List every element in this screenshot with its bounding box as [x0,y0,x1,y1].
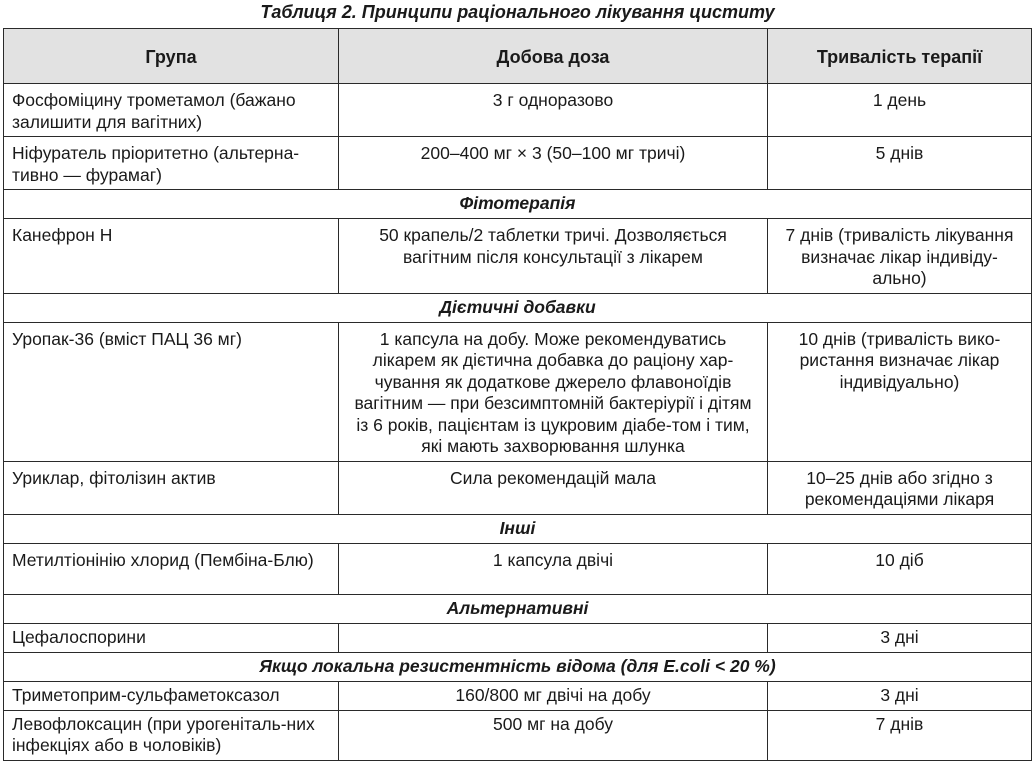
cell-duration: 5 днів [768,137,1032,190]
section-title: Дієтичні добавки [4,293,1032,322]
section-title: Альтернативні [4,594,1032,623]
table-caption: Таблиця 2. Принципи раціонального лікування циститу [260,2,775,22]
section-title: Якщо локальна резистентність відома (для E.coli < 20 %) [4,652,1032,681]
section-row [4,514,1032,543]
table-row [4,681,1032,710]
cell-dose: 50 крапель/2 таблетки тричі. Дозволяється вагітним після консультації з лікарем [339,219,768,294]
cell-group: Ніфуратель пріоритетно (альтерна-тивно — фурамаг) [4,137,339,190]
cell-duration: 10–25 днів або згідно з рекомендаціями лікаря [768,461,1032,514]
cell-group: Уропак-36 (вміст ПАЦ 36 мг) [4,322,339,461]
cell-duration: 3 дні [768,681,1032,710]
table-row [4,543,1032,594]
cell-duration: 7 днів [768,710,1032,760]
table-row [4,322,1032,461]
table-row [4,623,1032,652]
cell-duration: 10 діб [768,543,1032,594]
cell-group: Метилтіонінію хлорид (Пембіна-Блю) [4,543,339,594]
cell-group: Левофлоксацин (при урогеніталь-них інфекціях або в чоловіків) [4,710,339,760]
cell-dose: 3 г одноразово [339,84,768,137]
cell-dose: 1 капсула на добу. Може рекомендуватись лікарем як дієтична добавка до раціону хар-чування як додаткове джерело флавоноїдів вагітним — при безсимптомній бактеріурії і дітям із 6 років, пацієнтам із цукровим діабе-том і тим, які мають захворювання шлунка [339,322,768,461]
header-duration: Тривалість терапії [768,29,1032,84]
cell-duration: 3 дні [768,623,1032,652]
cell-dose: Сила рекомендацій мала [339,461,768,514]
table-row [4,710,1032,760]
cell-dose: 200–400 мг × 3 (50–100 мг тричі) [339,137,768,190]
section-title: Інші [4,514,1032,543]
table-row [4,137,1032,190]
cell-dose: 500 мг на добу [339,710,768,760]
cell-dose: 1 капсула двічі [339,543,768,594]
section-row [4,190,1032,219]
cell-duration: 7 днів (тривалість лікування визначає лікар індивіду-ально) [768,219,1032,294]
header-group: Група [4,29,339,84]
cell-group: Триметоприм-сульфаметоксазол [4,681,339,710]
table-header-row [4,29,1032,84]
cell-duration: 1 день [768,84,1032,137]
section-row [4,652,1032,681]
treatment-table [3,28,1032,761]
cell-dose [339,623,768,652]
cell-duration: 10 днів (тривалість вико-ристання визначає лікар індивідуально) [768,322,1032,461]
cell-group: Цефалоспорини [4,623,339,652]
header-dose: Добова доза [339,29,768,84]
cell-group: Фосфоміцину трометамол (бажано залишити для вагітних) [4,84,339,137]
table-row [4,461,1032,514]
table-row [4,219,1032,294]
cell-dose: 160/800 мг двічі на добу [339,681,768,710]
cell-group: Уриклар, фітолізин актив [4,461,339,514]
section-title: Фітотерапія [4,190,1032,219]
section-row [4,293,1032,322]
cell-group: Канефрон Н [4,219,339,294]
section-row [4,594,1032,623]
table-row [4,84,1032,137]
